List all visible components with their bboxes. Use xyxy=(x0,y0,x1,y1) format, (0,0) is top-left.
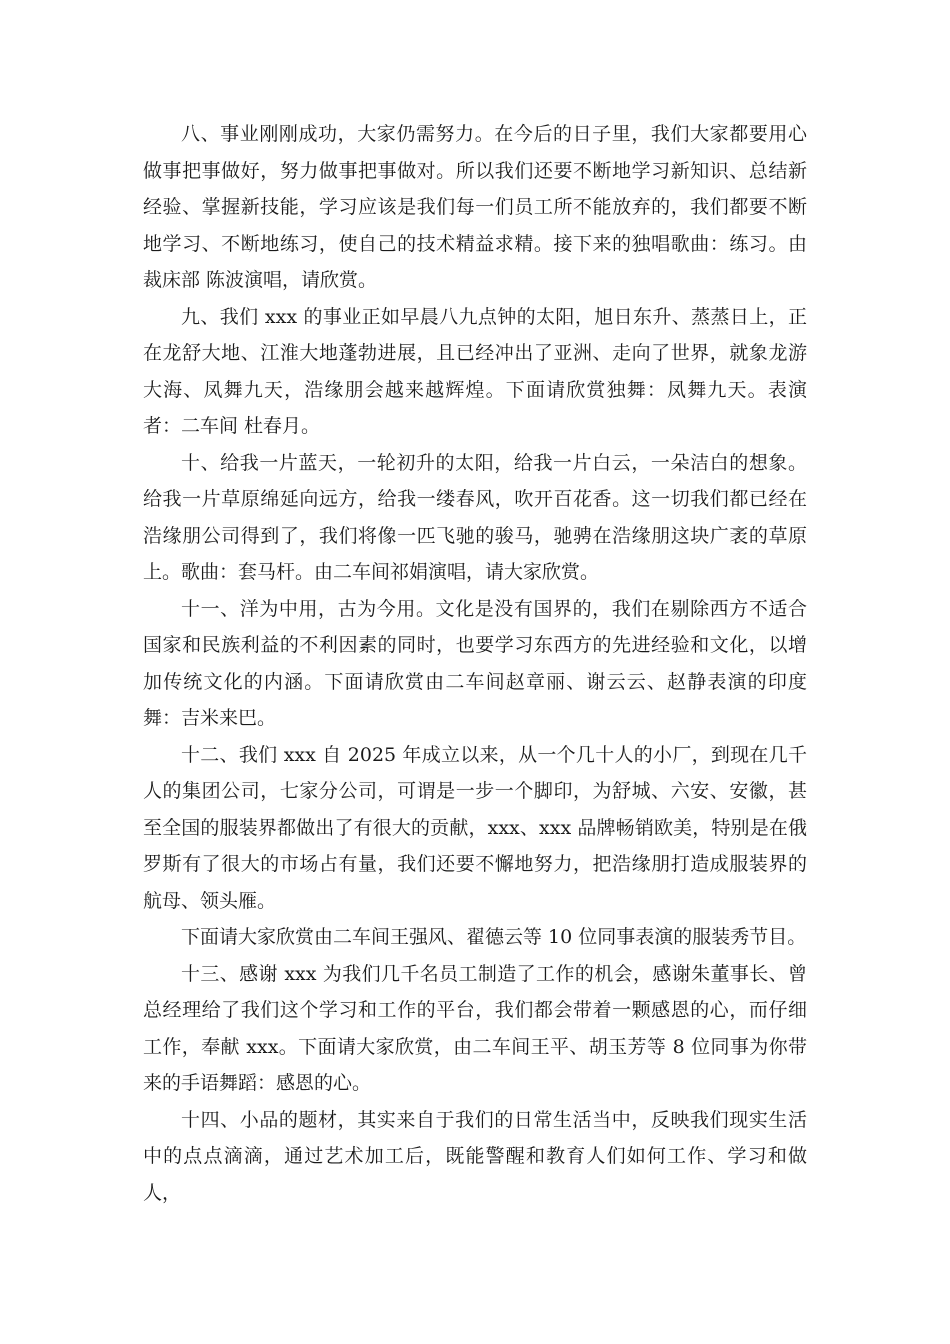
paragraph-13: 十三、感谢 xxx 为我们几千名员工制造了工作的机会，感谢朱董事长、曾总经理给了我们这个学习和工作的平台，我们都会带着一颗感恩的心，而仔细工作，奉献 xxx。下面请大家欣赏，由二车间王平、胡玉芳等 8 位同事为你带来的手语舞蹈：感恩的心。 xyxy=(143,962,807,1094)
paragraph-10: 十、给我一片蓝天，一轮初升的太阳，给我一片白云，一朵洁白的想象。给我一片草原绵延向远方，给我一缕春风，吹开百花香。这一切我们都已经在浩缘朋公司得到了，我们将像一匹飞驰的骏马，驰骋在浩缘朋这块广袤的草原上。歌曲：套马杆。由二车间祁娟演唱，请大家欣赏。 xyxy=(143,451,807,583)
document-body xyxy=(143,116,807,1211)
paragraph-11: 十一、洋为中用，古为今用。文化是没有国界的，我们在剔除西方不适合国家和民族利益的不利因素的同时，也要学习东西方的先进经验和文化，以增加传统文化的内涵。下面请欣赏由二车间赵章丽、谢云云、赵静表演的印度舞：吉米来巴。 xyxy=(143,597,807,729)
paragraph-8: 八、事业刚刚成功，大家仍需努力。在今后的日子里，我们大家都要用心做事把事做好，努力做事把事做对。所以我们还要不断地学习新知识、总结新经验、掌握新技能，学习应该是我们每一们员工所不能放弃的，我们都要不断地学习、不断地练习，使自己的技术精益求精。接下来的独唱歌曲：练习。由裁床部 陈波演唱，请欣赏。 xyxy=(143,123,807,291)
paragraph-fashion-show: 下面请大家欣赏由二车间王强风、翟德云等 10 位同事表演的服装秀节目。 xyxy=(181,926,807,948)
paragraph-14: 十四、小品的题材，其实来自于我们的日常生活当中，反映我们现实生活中的点点滴滴，通过艺术加工后，既能警醒和教育人们如何工作、学习和做人， xyxy=(143,1108,807,1204)
paragraph-9: 九、我们 xxx 的事业正如早晨八九点钟的太阳，旭日东升、蒸蒸日上，正在龙舒大地、江淮大地蓬勃进展，且已经冲出了亚洲、走向了世界，就象龙游大海、凤舞九天，浩缘朋会越来越辉煌。下面请欣赏独舞：凤舞九天。表演者：二车间 杜春月。 xyxy=(143,305,807,437)
paragraph-12: 十二、我们 xxx 自 2025 年成立以来，从一个几十人的小厂，到现在几千人的集团公司，七家分公司，可谓是一步一个脚印，为舒城、六安、安徽，甚至全国的服装界都做出了有很大的贡献，xxx、xxx 品牌畅销欧美，特别是在俄罗斯有了很大的市场占有量，我们还要不懈地努力，把浩缘朋打造成服装界的航母、领头雁。 xyxy=(143,743,807,912)
